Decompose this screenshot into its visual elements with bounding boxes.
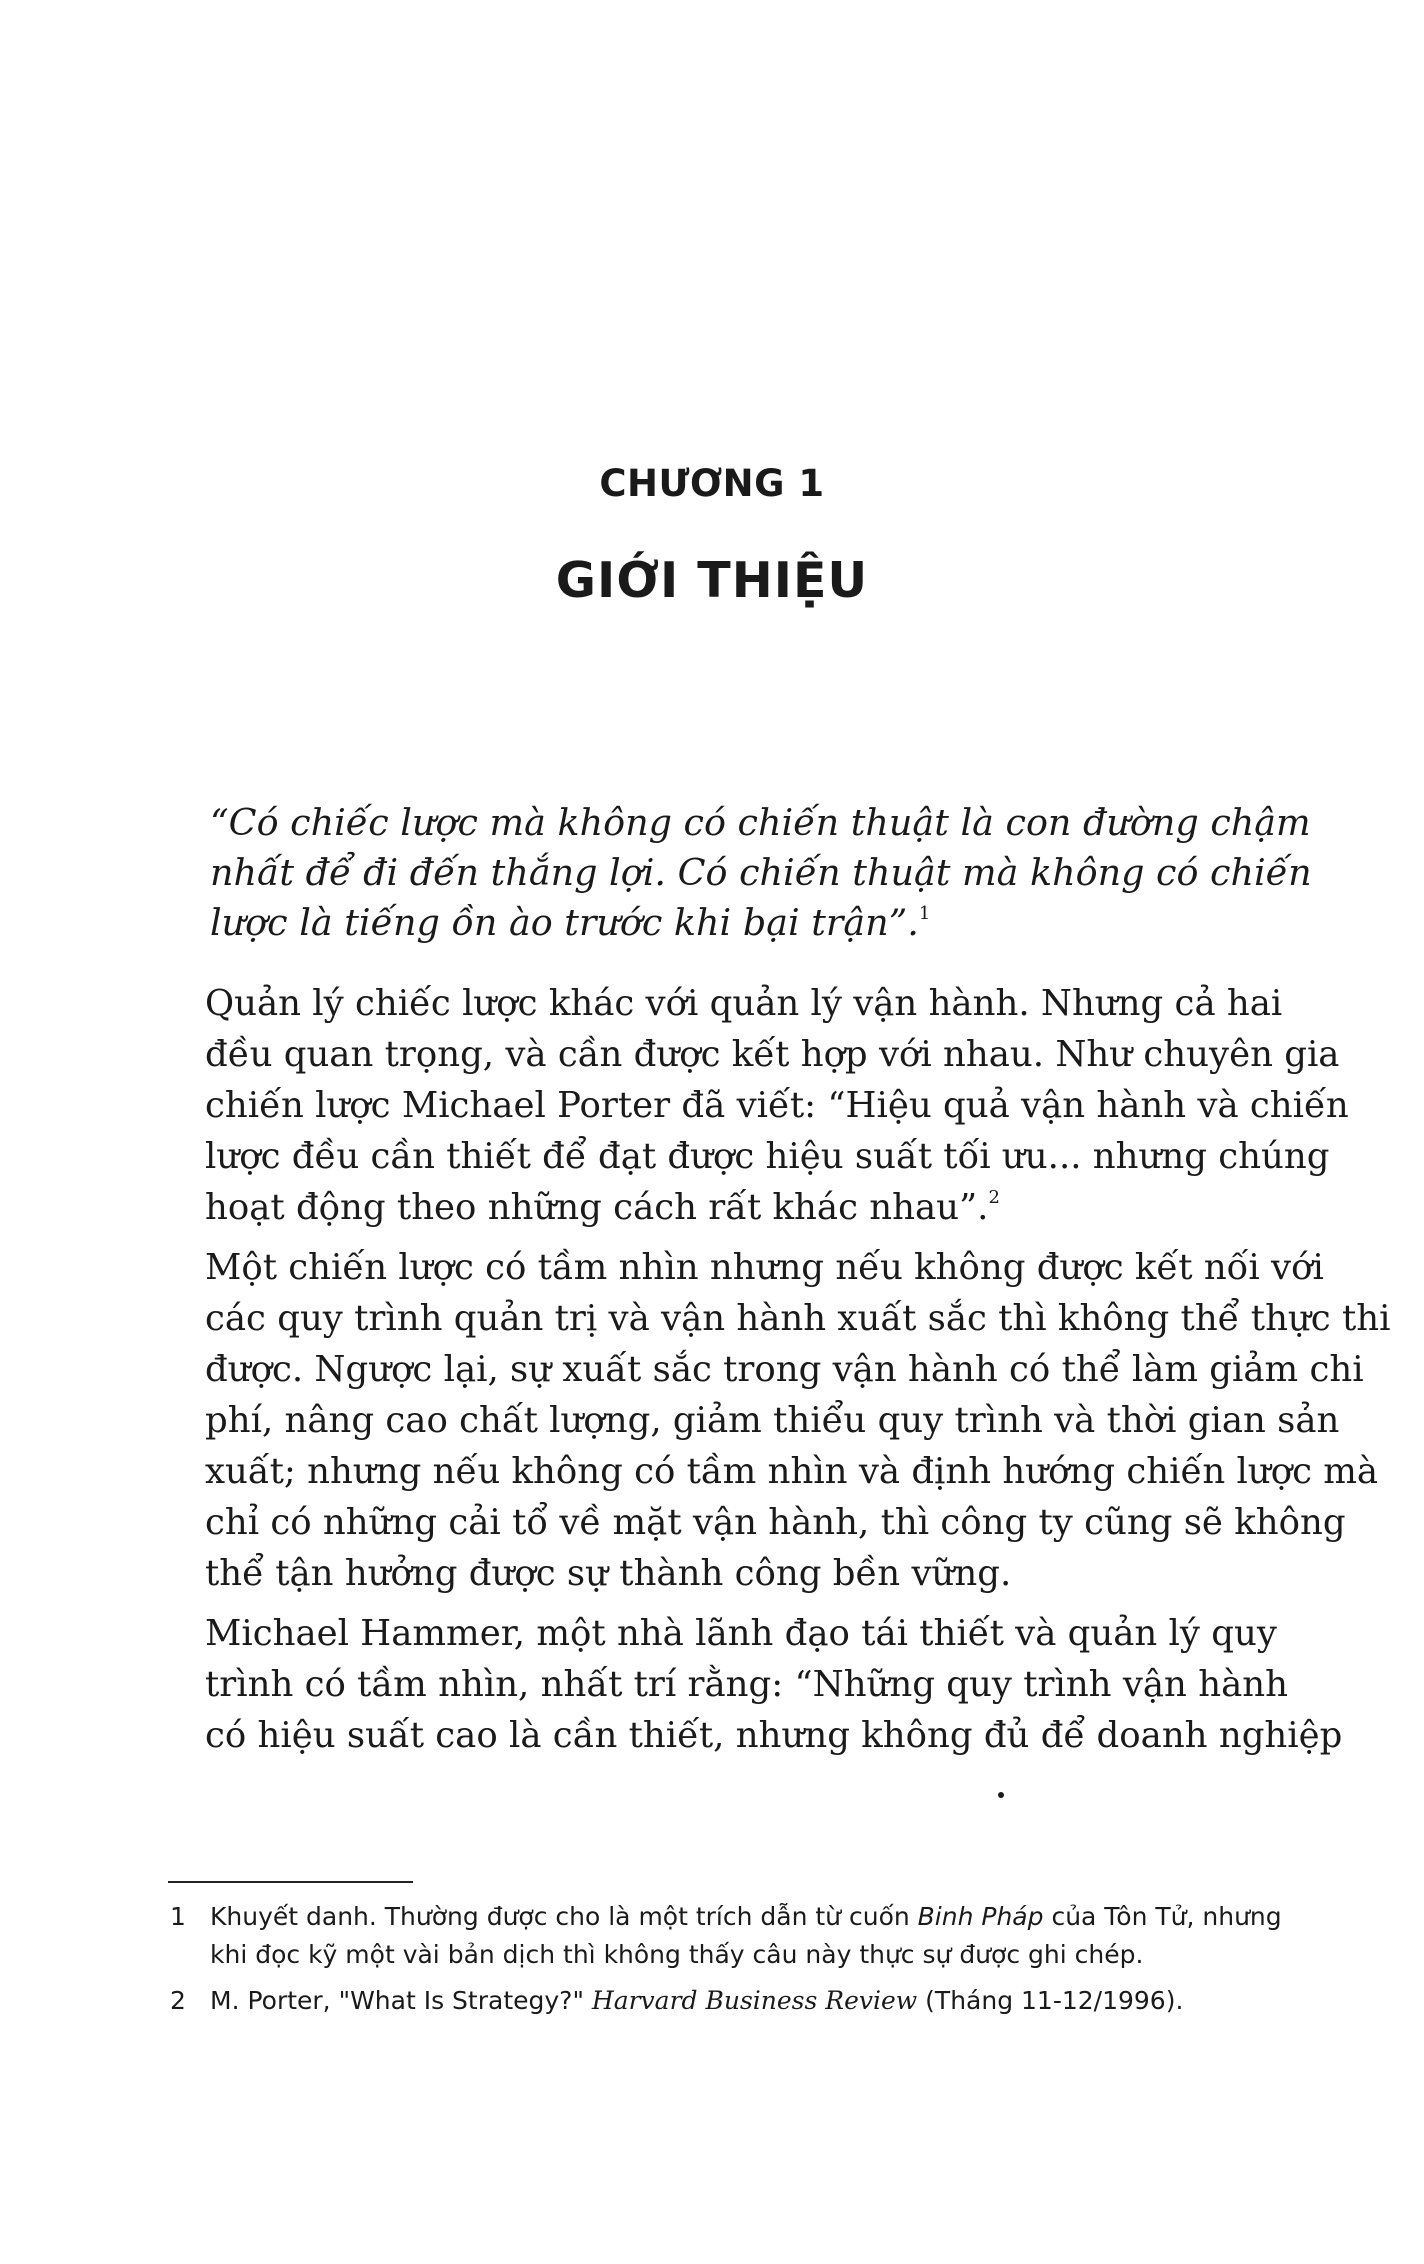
footnote-line: khi đọc kỹ một vài bản dịch thì không thấy câu này thực sự được ghi chép. (210, 1940, 1144, 1969)
paragraph-line: Một chiến lược có tầm nhìn nhưng nếu không được kết nối với (205, 1247, 1324, 1288)
paragraph-3 (205, 1608, 1343, 1761)
footnote-number: 1 (170, 1902, 186, 1931)
paragraph-line: Quản lý chiếc lược khác với quản lý vận hành. Nhưng cả hai (205, 983, 1283, 1024)
paragraph-line: chỉ có những cải tổ về mặt vận hành, thì công ty cũng sẽ không (205, 1502, 1346, 1543)
paragraph-line: xuất; nhưng nếu không có tầm nhìn và định hướng chiến lược mà (205, 1451, 1379, 1492)
paragraph-line: chiến lược Michael Porter đã viết: “Hiệu quả vận hành và chiến (205, 1085, 1349, 1126)
epigraph-line: lược là tiếng ồn ào trước khi bại trận”.$^1$ (210, 901, 931, 944)
ink-dot (998, 1792, 1004, 1798)
paragraph-line: lược đều cần thiết để đạt được hiệu suất tối ưu... nhưng chúng (205, 1136, 1330, 1177)
footnote-2 (170, 1982, 1240, 2020)
paragraph-line: đều quan trọng, và cần được kết hợp với nhau. Như chuyên gia (205, 1034, 1340, 1075)
paragraph-1 (205, 978, 1349, 1233)
paragraph-line: Michael Hammer, một nhà lãnh đạo tái thiết và quản lý quy (205, 1613, 1277, 1654)
chapter-label: CHƯƠNG 1 (599, 462, 825, 505)
paragraph-line: hoạt động theo những cách rất khác nhau”.$^2$ (205, 1187, 1000, 1228)
paragraph-line: các quy trình quản trị và vận hành xuất sắc thì không thể thực thi (205, 1298, 1391, 1339)
book-title: Binh Pháp (917, 1902, 1044, 1931)
footnote-line: Khuyết danh. Thường được cho là một trích dẫn từ cuốn Binh Pháp của Tôn Tử, nhưng (210, 1902, 1282, 1931)
footnote-line: M. Porter, "What Is Strategy?" Harvard Business Review (Tháng 11-12/1996). (210, 1986, 1184, 2015)
footnote-number: 2 (170, 1986, 186, 2015)
footnote-ref-2: 2 (988, 1187, 1000, 1208)
paragraph-2 (205, 1242, 1391, 1599)
paragraph-line: được. Ngược lại, sự xuất sắc trong vận hành có thể làm giảm chi (205, 1349, 1364, 1390)
footnotes (170, 1898, 1282, 2028)
footnote-1 (170, 1898, 1282, 1974)
epigraph-line: nhất để đi đến thắng lợi. Có chiến thuật mà không có chiến (210, 851, 1312, 894)
epigraph-quote (210, 798, 1312, 948)
paragraph-line: trình có tầm nhìn, nhất trí rằng: “Những quy trình vận hành (205, 1664, 1288, 1705)
epigraph-line: “Có chiếc lược mà không có chiến thuật là con đường chậm (210, 801, 1311, 844)
paragraph-line: thể tận hưởng được sự thành công bền vững. (205, 1553, 1012, 1594)
footnote-ref-1: 1 (918, 903, 931, 924)
paragraph-line: có hiệu suất cao là cần thiết, nhưng không đủ để doanh nghiệp (205, 1715, 1343, 1756)
footnote-divider (168, 1881, 413, 1883)
chapter-title: GIỚI THIỆU (555, 552, 869, 609)
journal-title: Harvard Business Review (591, 1986, 918, 2015)
paragraph-line: phí, nâng cao chất lượng, giảm thiểu quy trình và thời gian sản (205, 1400, 1340, 1441)
